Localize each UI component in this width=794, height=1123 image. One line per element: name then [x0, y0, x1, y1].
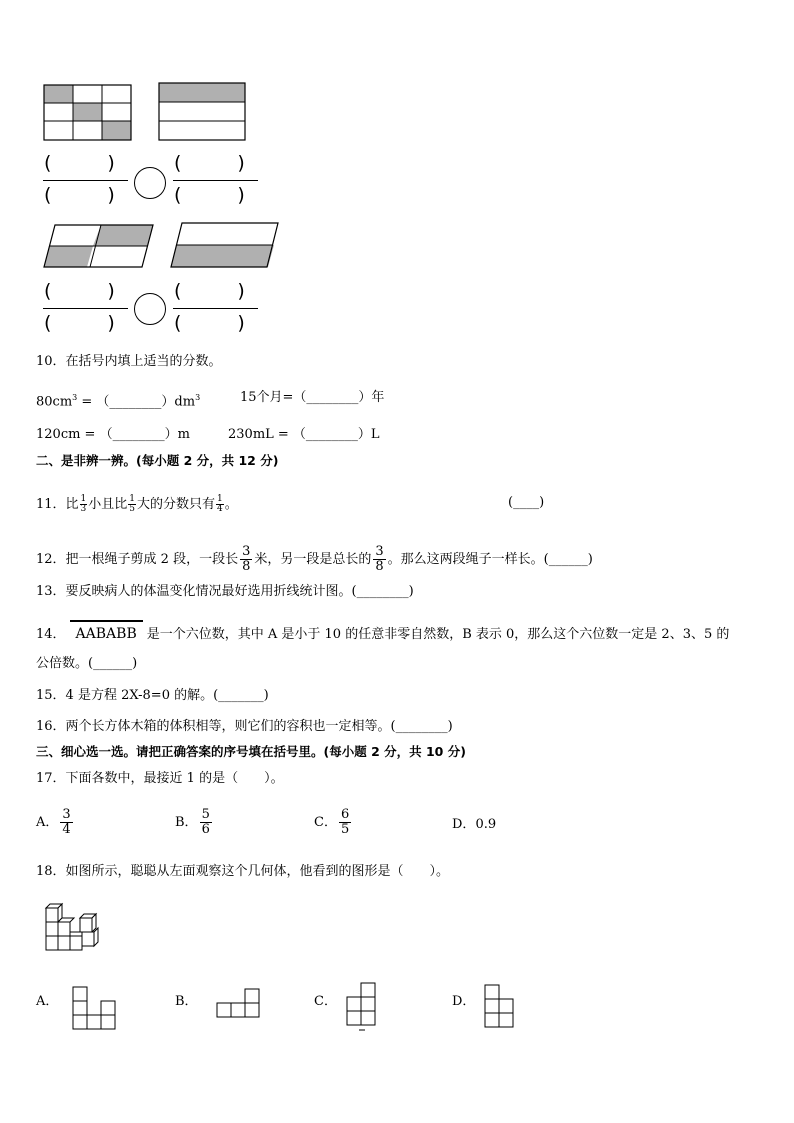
q14-text-line2: 公倍数。(______): [36, 656, 138, 671]
q10-row1-b: 15个月=（________）年: [240, 390, 385, 405]
blank-fraction-1-den[interactable]: ( ): [44, 184, 115, 206]
q13-text: 13．要反映病人的体温变化情况最好选用折线统计图。(________): [36, 584, 414, 599]
q10-title: 10．在括号内填上适当的分数。: [36, 354, 222, 369]
cube-solid-figure: [44, 902, 100, 952]
blank-fraction-2-den[interactable]: ( ): [174, 184, 245, 206]
grid-figure-right: [158, 82, 248, 142]
q17-option-c[interactable]: C． $\frac{6}{5}$: [314, 807, 350, 837]
q17-option-b[interactable]: B． $\frac{5}{6}$: [175, 807, 210, 837]
blank-fraction-4-den[interactable]: ( ): [174, 312, 245, 334]
q15-text: 15．4 是方程 2X-8=0 的解。(_______): [36, 688, 269, 703]
q11-text: 11．比 $\frac{1}{3}$ 小且比 $\frac{1}{5}$ 大的分数只有 $\frac{1}{4}$ 。: [36, 494, 238, 514]
q12-text: 12．把一根绳子剪成 2 段，一段长 $\frac{3}{8}$ 米，另一段是总长的 $\frac{3}{8}$ 。那么这两段绳子一样长。(______): [36, 544, 593, 574]
fraction-bar: [43, 308, 128, 309]
q14-overline-number: AABABB: [70, 620, 143, 642]
q17-option-d[interactable]: D．0.9: [452, 817, 497, 832]
blank-fraction-3-den[interactable]: ( ): [44, 312, 115, 334]
q17-option-a[interactable]: A． $\frac{3}{4}$: [36, 807, 71, 837]
blank-fraction-4-num[interactable]: ( ): [174, 280, 245, 302]
q10-row2-b: 230mL = （________）L: [228, 427, 380, 442]
section-2-heading: 二、是非辨一辨。(每小题 2 分，共 12 分): [36, 453, 279, 468]
q17-title: 17．下面各数中，最接近 1 的是（ ）。: [36, 771, 284, 786]
q11-answer-blank[interactable]: (____): [508, 495, 545, 510]
grid-figure-left: [43, 84, 133, 142]
q18-option-c-figure[interactable]: [346, 982, 378, 1032]
fraction-bar: [173, 308, 258, 309]
q10-row2-a: 120cm = （________）m: [36, 427, 190, 442]
q18-option-d-figure[interactable]: [484, 984, 516, 1030]
q18-option-d-label[interactable]: D．: [452, 994, 476, 1009]
compare-circle-1[interactable]: [134, 167, 166, 199]
compare-circle-2[interactable]: [134, 293, 166, 325]
fraction-bar: [173, 180, 258, 181]
parallelogram-figure-left: [43, 224, 155, 268]
blank-fraction-1-num[interactable]: ( ): [44, 152, 115, 174]
q18-option-c-label[interactable]: C．: [314, 994, 337, 1009]
q18-option-a-figure[interactable]: [72, 986, 118, 1030]
q18-option-b-label[interactable]: B．: [175, 994, 198, 1009]
blank-fraction-2-num[interactable]: ( ): [174, 152, 245, 174]
fraction-bar: [43, 180, 128, 181]
q18-title: 18．如图所示，聪聪从左面观察这个几何体，他看到的图形是（ ）。: [36, 864, 450, 879]
blank-fraction-3-num[interactable]: ( ): [44, 280, 115, 302]
parallelogram-figure-right: [170, 222, 280, 268]
q18-option-a-label[interactable]: A．: [36, 994, 59, 1009]
q10-row1-a: $80cm^3$ = $(\_\_\_\_\_\_\_\_)dm^3$: [36, 393, 201, 410]
q18-option-b-figure[interactable]: [216, 988, 262, 1018]
q16-text: 16．两个长方体木箱的体积相等，则它们的容积也一定相等。(________): [36, 719, 453, 734]
q14-text: 14． AABABB 是一个六位数，其中 A 是小于 10 的任意非零自然数，B 表示 0，那么这个六位数一定是 2、3、5 的: [36, 620, 729, 643]
section-3-heading: 三、细心选一选。请把正确答案的序号填在括号里。(每小题 2 分，共 10 分): [36, 744, 466, 759]
